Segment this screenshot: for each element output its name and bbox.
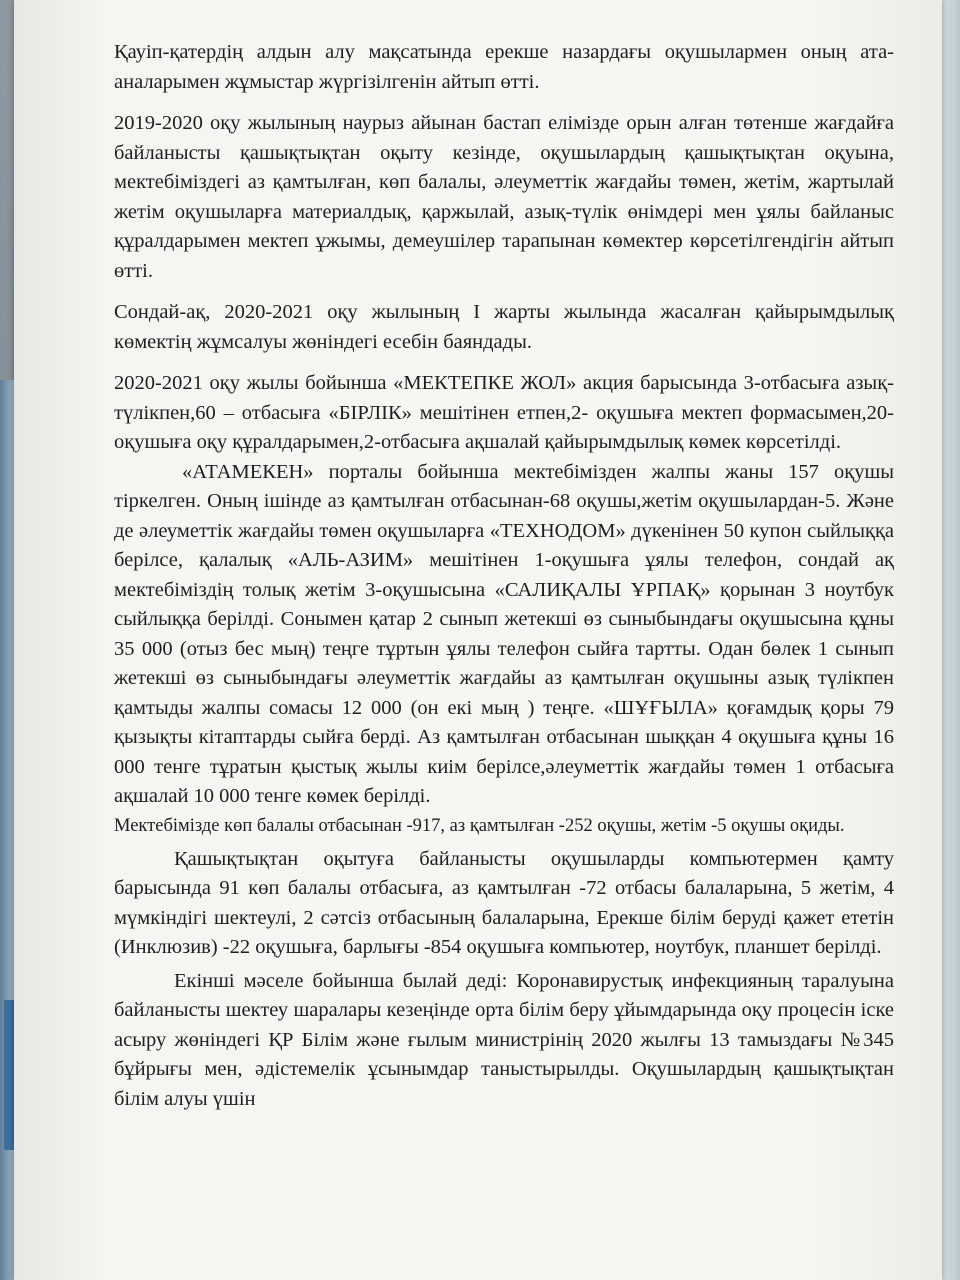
paragraph-distance-learning-support: 2019-2020 оқу жылының наурыз айынан бастап елімізде орын алған төтенше жағдайға байланысты қашықтықтан оқыту кезінде, оқушылардың қашықтықтан оқуына, мектебіміздегі аз қамтылған, көп балалы, әлеуметтік жағдайы төмен, жетім, жартылай жетім оқушыларға материалдық, қаржылай, азық-түлік өнімдері мен ұялы байланыс құралдарымен мектеп ұжымы, демеушілер тарапынан көмектер көрсетілгендігін айтып өтті. bbox=[114, 112, 894, 282]
document-page bbox=[14, 0, 942, 1280]
background-paper-stack bbox=[942, 0, 960, 1280]
paragraph-road-to-school: 2020-2021 оқу жылы бойынша «МЕКТЕПКЕ ЖОЛ» акция барысында 3-отбасыға азық-түлікпен,60 – отбасыға «БІРЛІК» мешітінен етпен,2- оқушыға мектеп формасымен,20-оқушыға оқу құралдарымен,2-отбасыға ақшалай қайырымдылық көмек көрсетілді. bbox=[114, 372, 894, 453]
document-body bbox=[114, 38, 894, 1114]
paragraph-second-issue: Екінші мәселе бойынша былай деді: Коронавирустық инфекцияның таралуына байланысты шектеу шаралары кезеңінде орта білім беру ұйымдарында оқу процесін іске асыру жөніндегі ҚР Білім және ғылым министрінің 2020 жылғы 13 тамыздағы №345 бұйрығы мен, әдістемелік ұсынымдар таныстырылды. Оқушылардың қашықтықтан білім алуы үшін bbox=[114, 969, 894, 1110]
paragraph-atameken-portal: «АТАМЕКЕН» порталы бойынша мектебімізден жалпы жаны 157 оқушы тіркелген. Оның ішінде аз қамтылған отбасынан-68 оқушы,жетім оқушылардан-5. Және де әлеуметтік жағдайы төмен оқушыларға «ТЕХНОДОМ» дүкенінен 50 купон сыйлыққа берілсе, қалалық «АЛЬ-АЗИМ» мешітінен 1-оқушыға ұялы телефон, сондай ақ мектебіміздің толық жетім 3-оқушысына «САЛИҚАЛЫ ҰРПАҚ» қорынан 3 ноутбук сыйлыққа берілді. Сонымен қатар 2 сынып жетекші өз сыныбындағы оқушысына құны 35 000 (отыз бес мың) теңге тұртын ұялы телефон сыйға тартты. Одан бөлек 1 сынып жетекші өз сыныбындағы әлеуметтік жағдайы аз қамтылған оқушыны азық түлікпен қамтыды жалпы сомасы 12 000 (он екі мың ) теңге. «ШҰҒЫЛА» қоғамдық қоры 79 қызықты кітаптарды сыйға берді. Аз қамтылған отбасынан шыққан 4 оқушыға құны 16 000 тенге тұратын қыстық жылы киім берілсе,әлеуметтік жағдайы төмен 1 отбасыға ақшалай 10 000 тенге көмек берілді. bbox=[114, 460, 894, 807]
paragraph-student-statistics: Мектебімізде көп балалы отбасынан -917, аз қамтылған -252 оқушы, жетім -5 оқушы оқиды. bbox=[114, 815, 845, 836]
paragraph-risk-prevention: Қауіп-қатердің алдын алу мақсатында ерекше назардағы оқушылармен оның ата-аналарымен жұмыстар жүргізілгенін айтып өтті. bbox=[114, 41, 894, 93]
paragraph-computer-provision: Қашықтықтан оқытуға байланысты оқушыларды компьютермен қамту барысында 91 көп балалы отбасыға, аз қамтылған -72 отбасы балаларына, 5 жетім, 4 мүмкіндігі шектеулі, 2 сәтсіз отбасының балаларына, Ерекше білім беруді қажет ететін (Инклюзив) -22 оқушыға, барлығы -854 оқушыға компьютер, ноутбук, планшет берілді. bbox=[114, 847, 894, 958]
paragraph-charity-report: Сондай-ақ, 2020-2021 оқу жылының І жарты жылында жасалған қайырымдылық көмектің жұмсалуы жөніндегі есебін баяндады. bbox=[114, 301, 894, 353]
